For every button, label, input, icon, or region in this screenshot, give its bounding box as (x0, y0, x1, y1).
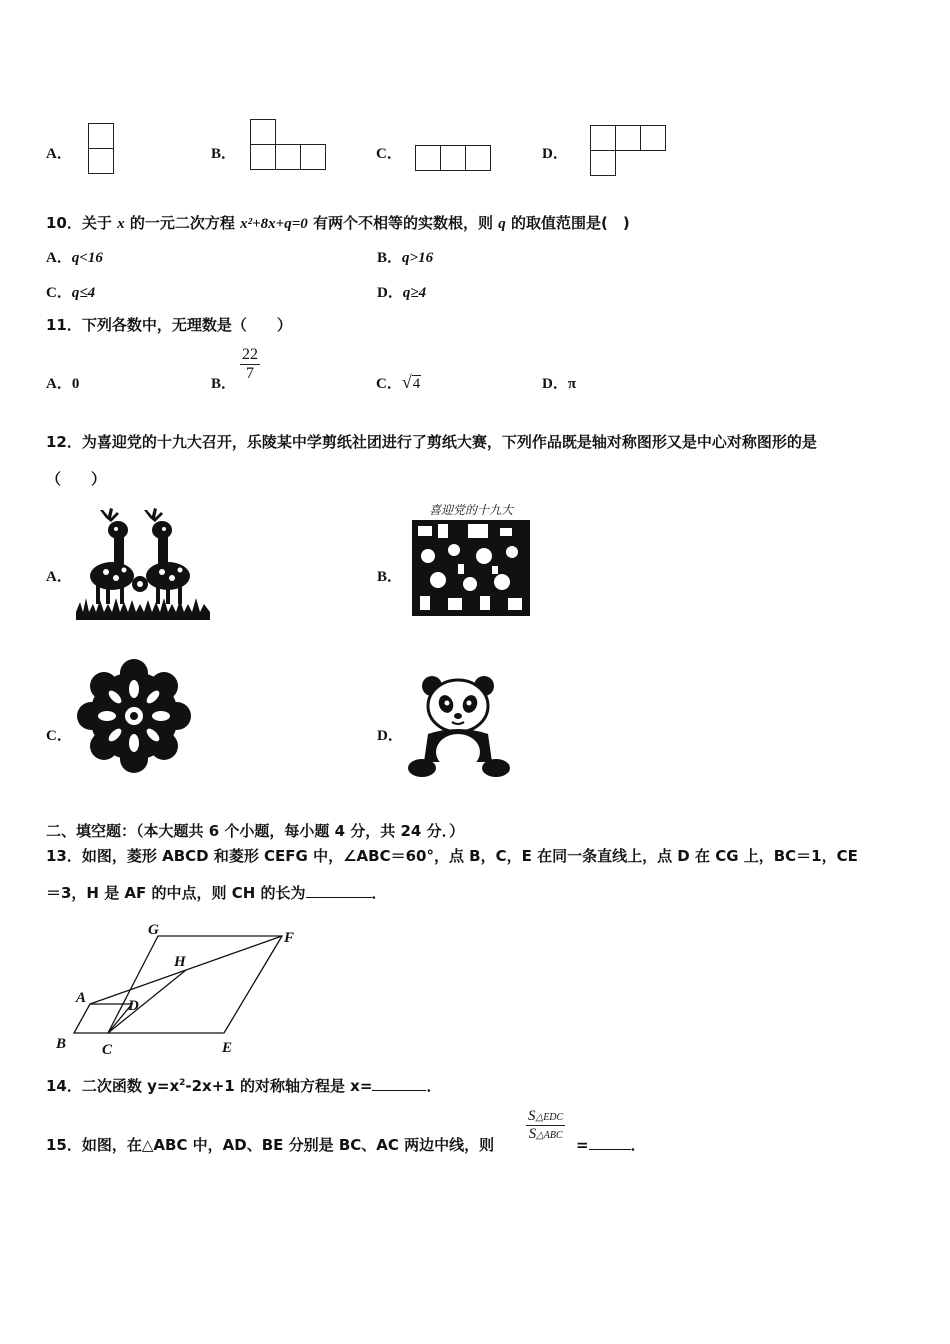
fig-label-e: E (222, 1040, 233, 1056)
section-heading: 二、填空题：（本大题共 6 个小题，每小题 4 分，共 24 分．） (46, 822, 465, 840)
fig-label-f: F (284, 930, 295, 946)
flower-papercut-icon (76, 657, 192, 775)
fig-label-c: C (102, 1042, 113, 1058)
q11-option-b-fraction: $\frac{22}{7}$ (242, 346, 258, 382)
q11-stem: 11．下列各数中，无理数是（ ） (46, 316, 292, 334)
q12-option-b-caption: 喜迎党的十九大 (428, 503, 514, 517)
q15-answer: = ． (576, 1136, 646, 1154)
q10-option-b: B．q>16 (377, 250, 434, 266)
q13-line2: ＝3，H 是 AF 的中点，则 CH 的长为 ． (46, 884, 387, 902)
q13-answer-blank[interactable] (306, 883, 372, 898)
fig-label-h: H (174, 954, 186, 970)
q12-option-a-label: A． (46, 569, 72, 585)
party-congress-papercut-icon (408, 500, 534, 618)
q12-option-b-label: B． (377, 569, 403, 585)
q10-option-a: A．q<16 (46, 250, 103, 266)
fig-label-g: G (148, 922, 159, 938)
q15-fraction: $\frac{\text{S△EDC}}{\text{S△ABC}}$ (528, 1108, 564, 1142)
q9-option-a-label: A． (46, 146, 72, 162)
q10-equation: x²+8x+q=0 (240, 216, 308, 232)
q14-stem: 14．二次函数 $y=x^2-2x+1$ 的对称轴方程是 x= ． (46, 1077, 442, 1095)
q10-option-c: C．q≤4 (46, 285, 96, 301)
fig-label-b: B (56, 1036, 67, 1052)
q11-option-d: D．π (542, 376, 577, 392)
fig-label-d: D (128, 998, 139, 1014)
q10-option-d: D．q≥4 (377, 285, 427, 301)
q11-option-c: C．√4 (376, 372, 421, 392)
q15-stem: 15．如图，在△ABC 中，AD、BE 分别是 BC、AC 两边中线，则 (46, 1136, 495, 1154)
q11-option-a: A．0 (46, 376, 80, 392)
q9-option-b-label: B． (211, 146, 237, 162)
q15-answer-blank[interactable] (589, 1135, 631, 1150)
q11-option-b-label: B． (211, 376, 237, 392)
q12-option-c-label: C． (46, 728, 72, 744)
fig-label-a: A (76, 990, 87, 1006)
rhombus-figure (46, 918, 316, 1060)
q12-stem-line1: 12．为喜迎党的十九大召开，乐陵某中学剪纸社团进行了剪纸大赛，下列作品既是轴对称图形又是中心对称图形的是 (46, 433, 817, 451)
q12-stem-line2: （ ） (46, 470, 107, 488)
panda-papercut-icon (408, 672, 510, 778)
q14-answer-blank[interactable] (372, 1076, 426, 1091)
q12-option-d-label: D． (377, 728, 403, 744)
deer-papercut-icon (76, 508, 210, 620)
q13-line1: 13．如图，菱形 ABCD 和菱形 CEFG 中，∠ABC＝60°，点 B，C，E 在同一条直线上，点 D 在 CG 上，BC＝1，CE (46, 847, 858, 865)
q9-option-d-label: D． (542, 146, 568, 162)
q10-stem: 10．关于 x 的一元二次方程 x²+8x+q=0 有两个不相等的实数根，则 q 的取值范围是( ) (46, 214, 630, 232)
q9-option-c-label: C． (376, 146, 402, 162)
